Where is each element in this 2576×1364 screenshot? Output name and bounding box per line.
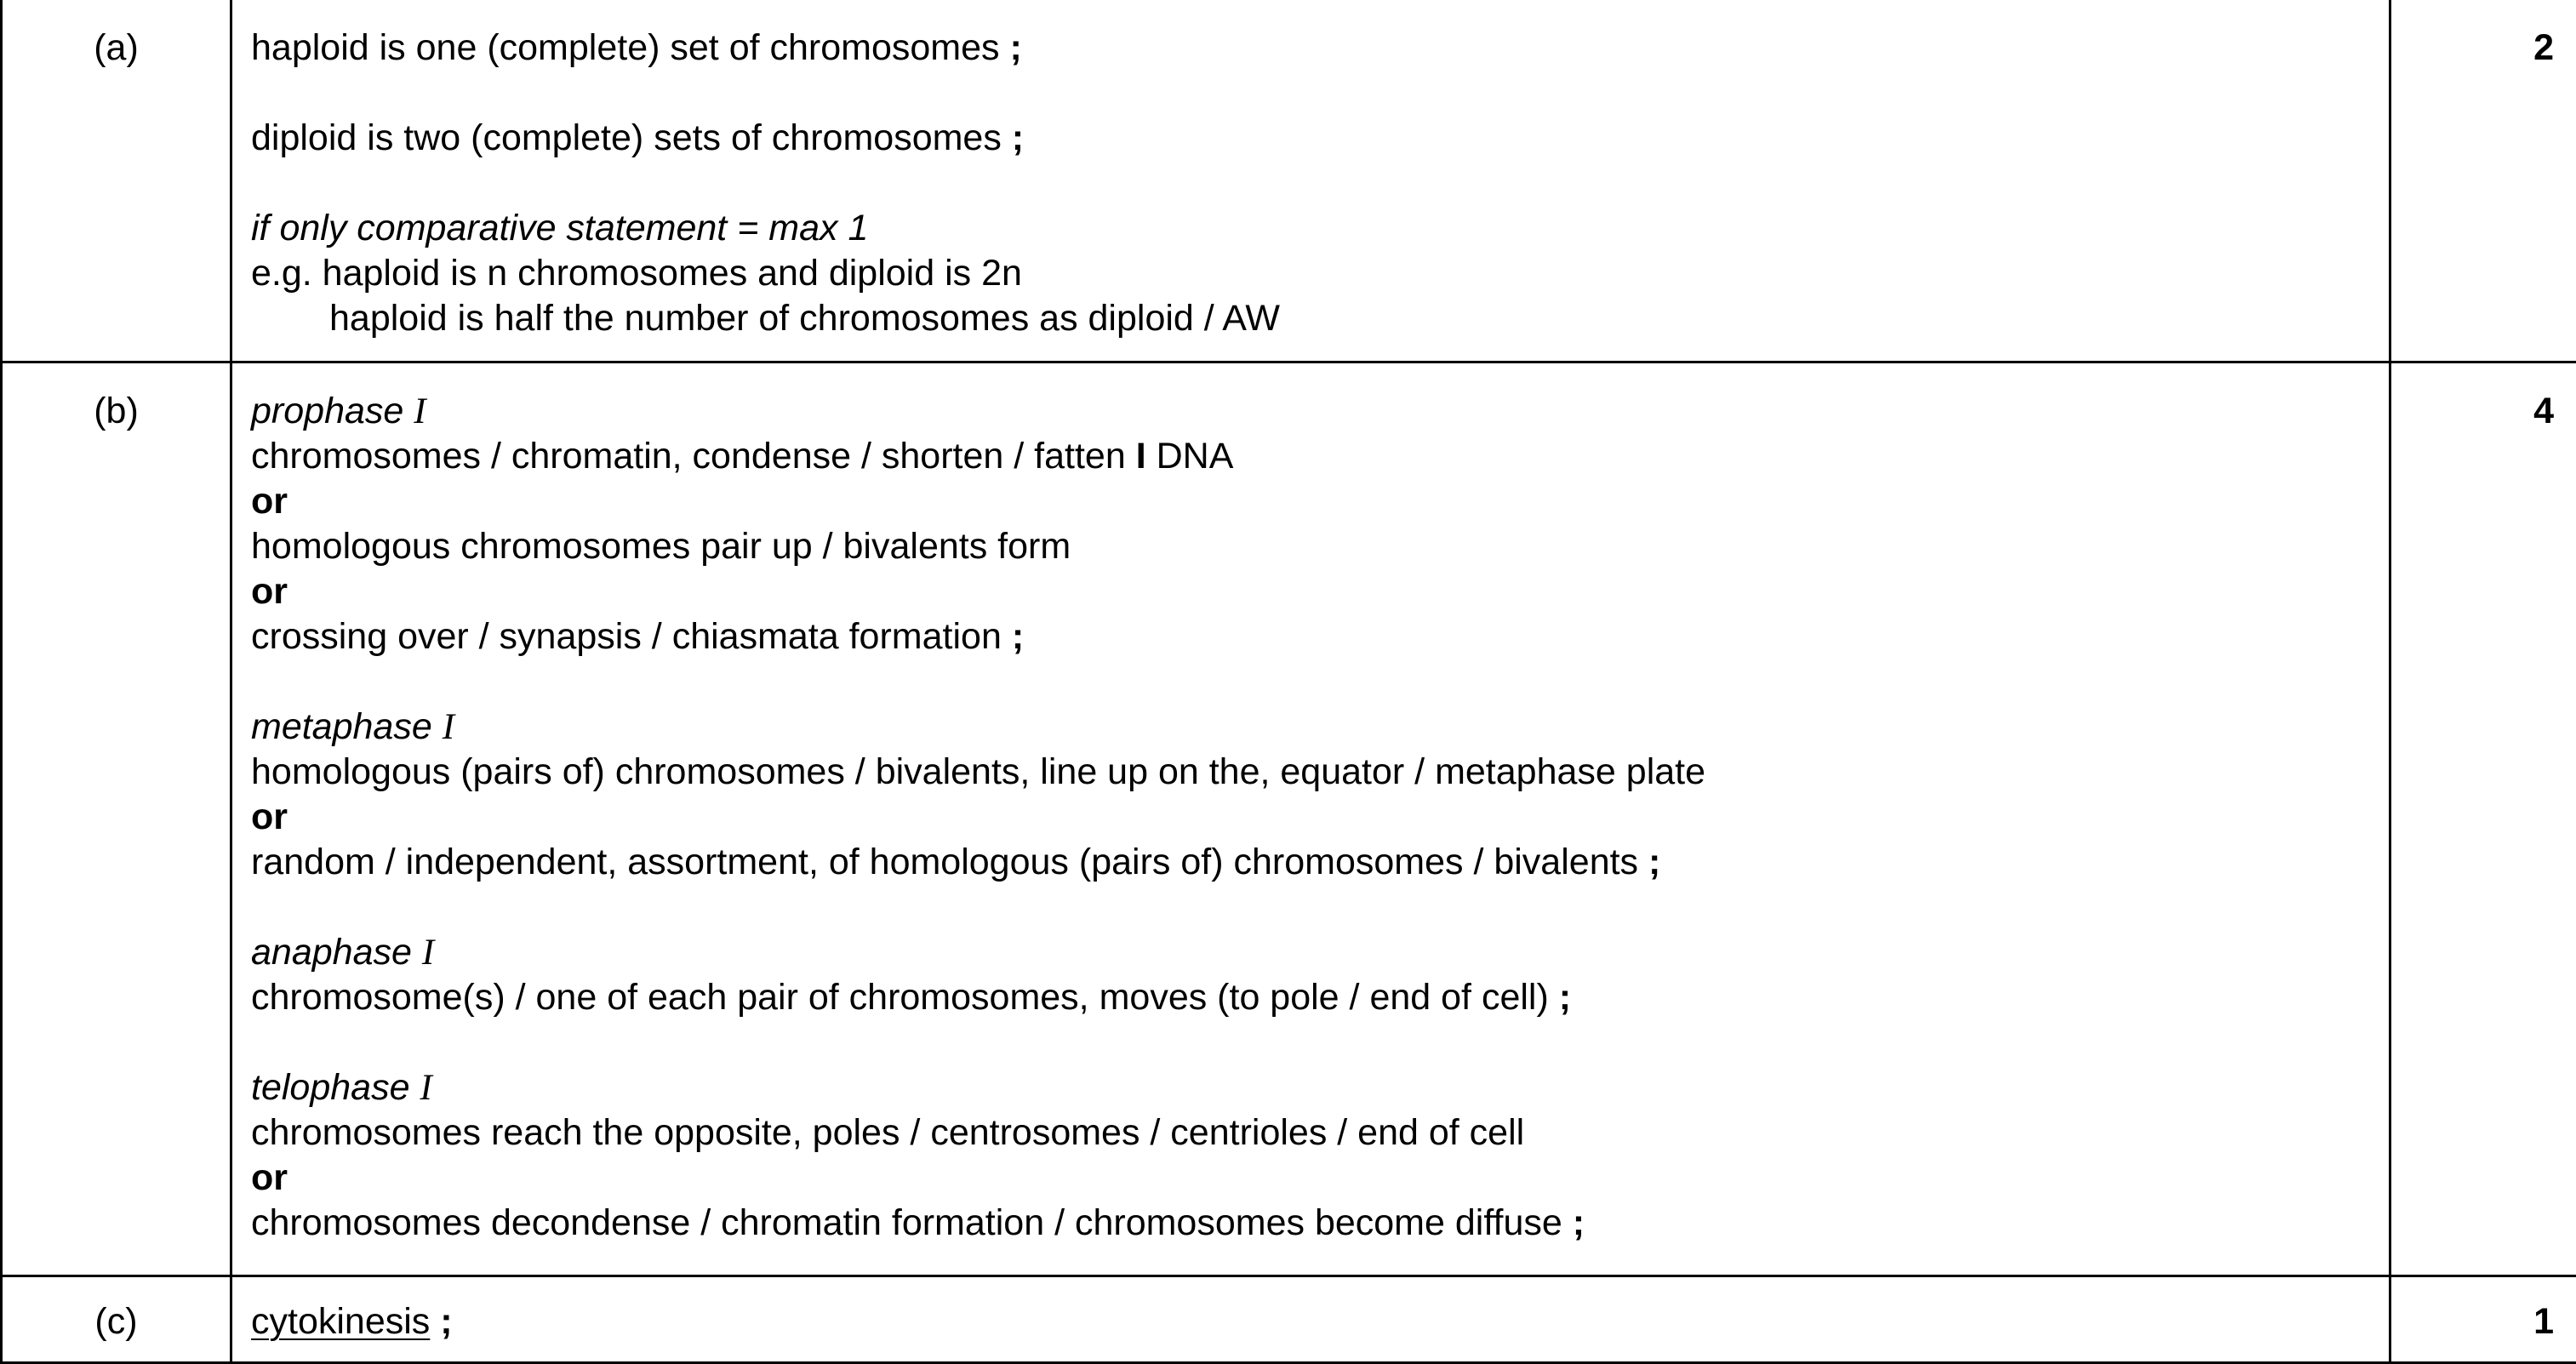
answer-c: [232, 1277, 2389, 1344]
part-label-c: (c): [3, 1277, 230, 1344]
part-label-b: (b): [3, 363, 230, 434]
answer-a: [232, 0, 2389, 341]
stage-heading-metaphase: metaphase I: [251, 705, 2389, 750]
spacer: [251, 161, 2389, 206]
answer-line: chromosome(s) / one of each pair of chromosomes, moves (to pole / end of cell) ;: [251, 975, 2389, 1020]
part-cell: [2, 1276, 231, 1362]
mark-cell: [2390, 0, 2576, 362]
spacer: [251, 659, 2389, 705]
spacer: [251, 71, 2389, 116]
answer-cell: [231, 0, 2390, 362]
or-connector: or: [251, 479, 2389, 524]
question-row-b: [2, 362, 2576, 1276]
answer-line: crossing over / synapsis / chiasmata formation ;: [251, 614, 2389, 659]
marking-point-symbol: ;: [1012, 117, 1024, 158]
stage-heading-anaphase: anaphase I: [251, 930, 2389, 975]
marking-point-symbol: ;: [1573, 1202, 1585, 1243]
spacer: [251, 1020, 2389, 1065]
marking-point-symbol: ;: [1012, 616, 1024, 657]
answer-line: [251, 1299, 2389, 1344]
mark-value-a: 2: [2391, 0, 2576, 71]
question-row-a: [2, 0, 2576, 362]
answer-line: chromosomes reach the opposite, poles / centrosomes / centrioles / end of cell: [251, 1110, 2389, 1156]
answer-b: [232, 363, 2389, 1246]
example-line: haploid is half the number of chromosomes as diploid / AW: [251, 296, 2389, 341]
marking-point-symbol: ;: [1648, 842, 1660, 882]
answer-line: chromosomes / chromatin, condense / shorten / fatten I DNA: [251, 434, 2389, 479]
stage-heading-prophase: prophase I: [251, 389, 2389, 434]
or-connector: or: [251, 1156, 2389, 1201]
part-label-a: (a): [3, 0, 230, 71]
answer-line: random / independent, assortment, of homologous (pairs of) chromosomes / bivalents ;: [251, 840, 2389, 885]
or-connector: or: [251, 569, 2389, 614]
ignore-marker: I: [1136, 436, 1146, 477]
underlined-key-term: cytokinesis: [251, 1301, 430, 1342]
examiner-note: if only comparative statement = max 1: [251, 206, 2389, 251]
marking-point-symbol: ;: [1559, 977, 1571, 1018]
answer-line: haploid is one (complete) set of chromosomes ;: [251, 26, 2389, 71]
mark-value-c: 1: [2391, 1277, 2576, 1344]
answer-line: homologous chromosomes pair up / bivalents form: [251, 524, 2389, 569]
part-cell: [2, 362, 231, 1276]
answer-line: chromosomes decondense / chromatin formation / chromosomes become diffuse ;: [251, 1201, 2389, 1246]
answer-cell: [231, 362, 2390, 1276]
mark-cell: [2390, 1276, 2576, 1362]
answer-line: diploid is two (complete) sets of chromosomes ;: [251, 116, 2389, 161]
mark-value-b: 4: [2391, 363, 2576, 434]
stage-heading-telophase: telophase I: [251, 1065, 2389, 1110]
marking-point-symbol: ;: [1009, 27, 1021, 68]
mark-cell: [2390, 362, 2576, 1276]
marking-point-symbol: ;: [440, 1301, 452, 1342]
question-row-c: [2, 1276, 2576, 1362]
part-cell: [2, 0, 231, 362]
spacer: [251, 885, 2389, 930]
or-connector: or: [251, 795, 2389, 840]
example-line: e.g. haploid is n chromosomes and diploid is 2n: [251, 251, 2389, 296]
answer-cell: [231, 1276, 2390, 1362]
answer-line: homologous (pairs of) chromosomes / bivalents, line up on the, equator / metaphase plate: [251, 750, 2389, 795]
